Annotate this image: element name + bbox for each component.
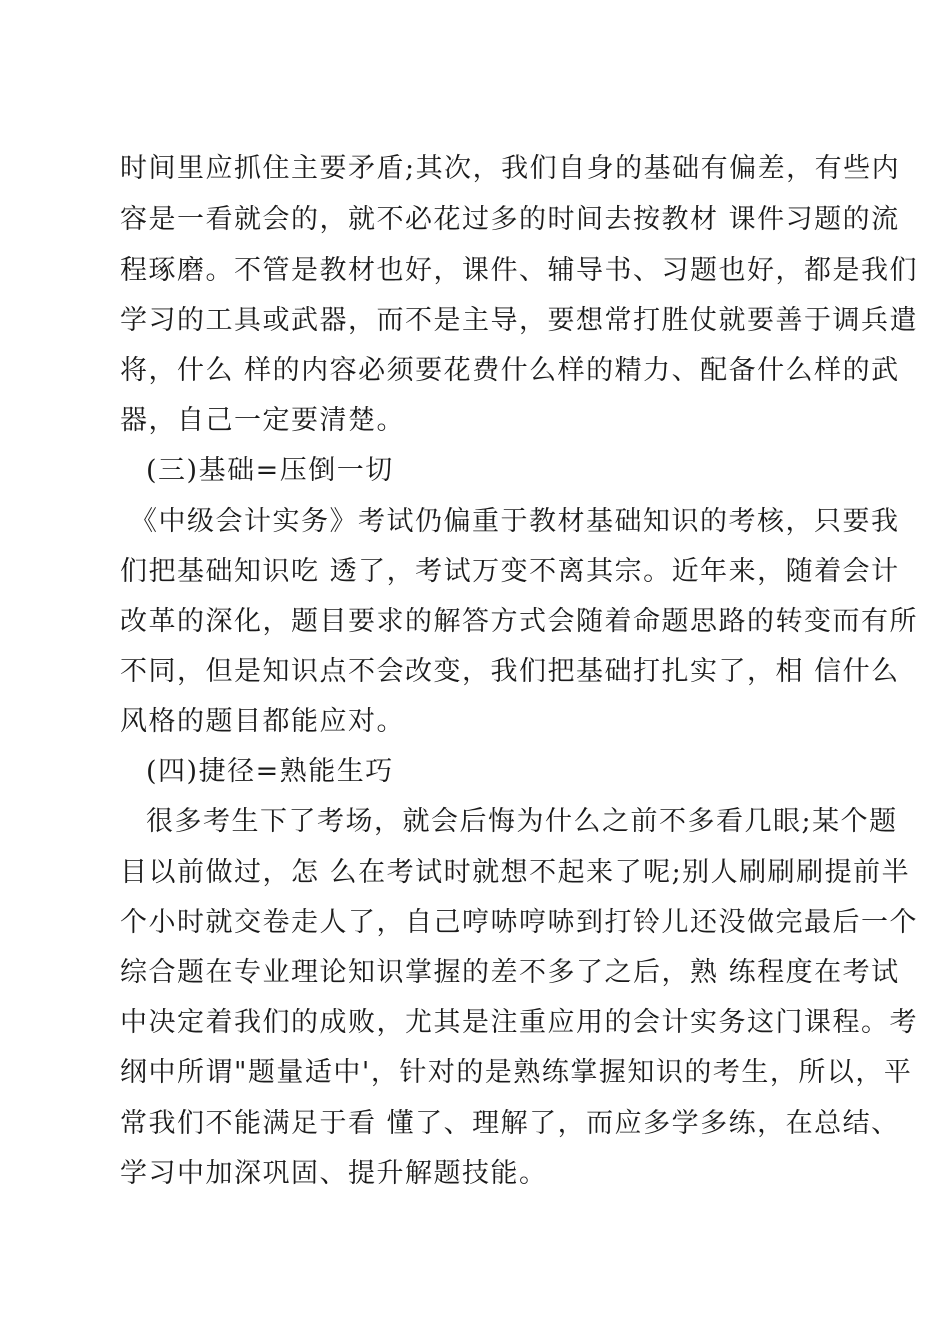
paragraph-line: 《中级会计实务》考试仍偏重于教材基础知识的考核，只要我 — [130, 506, 900, 537]
paragraph-line: 不同，但是知识点不会改变，我们把基础打扎实了，相 信什么 — [120, 656, 900, 687]
paragraph-line: 学习中加深巩固、提升解题技能。 — [120, 1158, 548, 1189]
paragraph-line: 改革的深化，题目要求的解答方式会随着命题思路的转变而有所 — [120, 606, 918, 637]
section-heading: (四)捷径=熟能生巧 — [146, 756, 394, 787]
section-heading: (三)基础=压倒一切 — [146, 455, 394, 486]
paragraph-line: 常我们不能满足于看 懂了、理解了，而应多学多练，在总结、 — [120, 1108, 900, 1139]
paragraph-line: 目以前做过，怎 么在考试时就想不起来了呢;别人刷刷刷提前半 — [120, 857, 911, 888]
paragraph-line: 们把基础知识吃 透了，考试万变不离其宗。近年来，随着会计 — [120, 556, 900, 587]
paragraph-line: 学习的工具或武器，而不是主导，要想常打胜仗就要善于调兵遣 — [120, 305, 918, 336]
paragraph-line: 综合题在专业理论知识掌握的差不多了之后，熟 练程度在考试 — [120, 957, 900, 988]
paragraph-line: 中决定着我们的成败，尤其是注重应用的会计实务这门课程。考 — [120, 1007, 918, 1038]
paragraph-line: 器，自己一定要清楚。 — [120, 405, 405, 436]
paragraph-line: 时间里应抓住主要矛盾;其次，我们自身的基础有偏差，有些内 — [120, 153, 901, 184]
paragraph-line: 容是一看就会的，就不必花过多的时间去按教材 课件习题的流 — [120, 204, 900, 235]
paragraph-line: 风格的题目都能应对。 — [120, 706, 405, 737]
paragraph-line: 将，什么 样的内容必须要花费什么样的精力、配备什么样的武 — [120, 355, 900, 386]
paragraph-line: 程琢磨。不管是教材也好，课件、辅导书、习题也好，都是我们 — [120, 255, 918, 286]
paragraph-line: 很多考生下了考场，就会后悔为什么之前不多看几眼;某个题 — [146, 806, 898, 837]
paragraph-line: 纲中所谓"题量适中'，针对的是熟练掌握知识的考生，所以，平 — [120, 1057, 913, 1088]
paragraph-line: 个小时就交卷走人了，自己哼哧哼哧到打铃儿还没做完最后一个 — [120, 907, 918, 938]
